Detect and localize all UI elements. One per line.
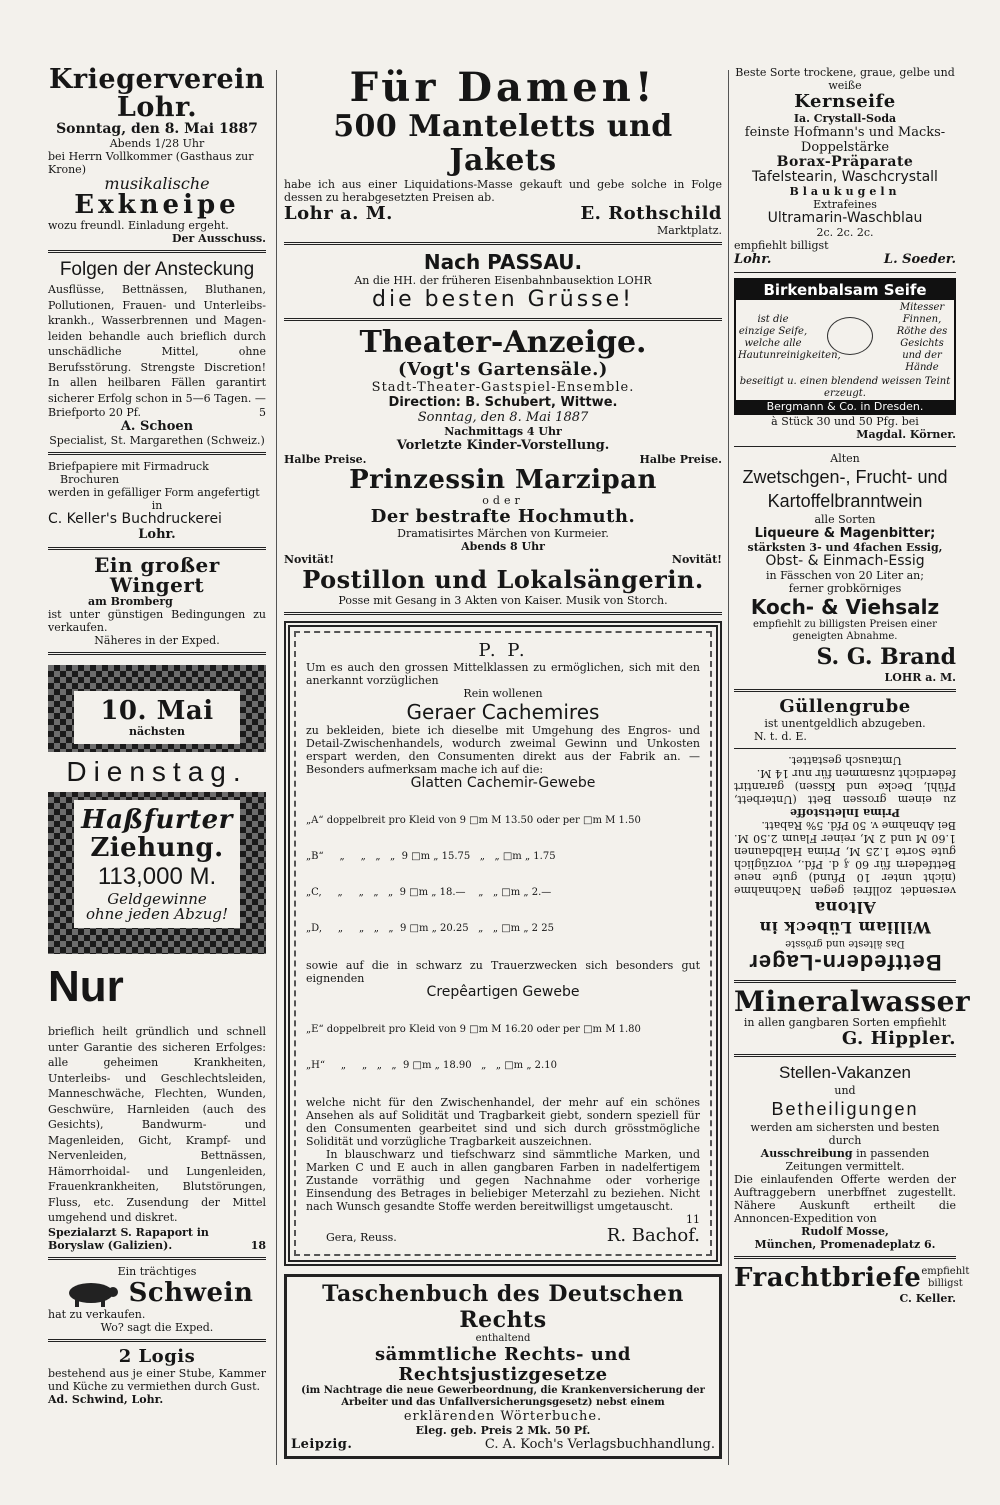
column-divider-left [276, 70, 277, 1465]
lotto-noabzug: ohne jeden Abzug! [85, 905, 229, 923]
divider [284, 242, 722, 245]
keller-line2: Brochuren [60, 473, 120, 486]
price-row: „B“ „ „ „ „ 9 □m „ 15.75 „ „ □m „ 1.75 [306, 851, 556, 862]
brand-obst: Obst- & Einmach-Essig [765, 553, 925, 569]
theater-date: Sonntag, den 8. Mai 1887 [417, 410, 589, 425]
divider [734, 1054, 956, 1057]
fracht-r1: empfiehlt [921, 1266, 970, 1277]
ad-frachtbriefe [734, 1263, 970, 1305]
folgen-porto: Briefporto 20 Pf. [48, 406, 141, 419]
krieger-type1: musikalische [104, 174, 210, 193]
column-divider-right [728, 70, 729, 1465]
seife-etc: 2c. 2c. 2c. [816, 226, 874, 239]
seife-name: L. Soeder. [883, 252, 956, 267]
schwein-text: hat zu verkaufen. [48, 1307, 146, 1321]
right-column [734, 66, 971, 1473]
ad-schwein [48, 1265, 266, 1334]
theater-title: Theater-Anzeige. [359, 325, 647, 360]
stellen-title2: Betheiligungen [771, 1099, 919, 1119]
birken-left: ist die einzige Seife, welche alle Hautunreinigkeiten, [738, 314, 841, 361]
lotto-date: 10. Mai [100, 696, 214, 726]
divider [734, 272, 956, 273]
krieger-invite: wozu freundl. Einladung ergeht. [48, 219, 229, 232]
seife-ultra: Ultramarin-Waschblau [767, 210, 923, 226]
theater-place: (Vogt's Gartensäle.) [398, 359, 608, 380]
pig-icon [61, 1278, 121, 1308]
damen-text: habe ich aus einer Liquidations-Masse gekauft und gebe solche in Folge dessen zu herabgesetzten Preisen ab. [284, 178, 722, 204]
folgen-place: Specialist, St. Margarethen (Schweiz.) [49, 434, 265, 447]
tb-sub3: erklärenden Wörterbuche. [403, 1409, 603, 1424]
nur-big: Nur [48, 962, 124, 1011]
birken-bottom: beseitigt u. einen blendend weissen Teint erzeugt. [736, 376, 954, 400]
seife-soda: Ia. Crystall-Soda [793, 112, 897, 125]
brand-title1: Zwetschgen-, Frucht- und [742, 467, 948, 487]
folgen-num: 5 [259, 406, 266, 419]
mineral-text: in allen gangbaren Sorten empfiehlt [743, 1016, 947, 1029]
betten-name: William Lübeck in Altona [759, 898, 931, 937]
bachof-rowsB [306, 1000, 700, 1096]
logis-title: 2 Logis [118, 1345, 196, 1367]
betten-text: versendet zollfrei gegen Nachnahme (nicht unter 10 Pfund) gute neue Bettfedern für 60 ₰ d. Pfd., vorzüglich gute Sorte 1.25 M, Prima Halbdaunen 1.60 M und 2 M, reiner Flaum 2.50 M. Bei Abnahme v. 50 Pfd. 5% Rabatt. [734, 819, 956, 897]
divider [734, 748, 956, 749]
bachof-name: R. Bachof. [606, 1225, 700, 1246]
krieger-sign: Der Ausschuss. [172, 232, 266, 245]
ad-birkenbalsam [734, 278, 956, 441]
ad-taschenbuch [284, 1274, 722, 1459]
folgen-text: Ausflüsse, Bettnässen, Bluthanen, Pollutionen, Frauen- und Unterleibs-krankh., Wasserbrennen und Magen-leiden behandle auch brieflich durch unschädliche Mittel, ohne Berufsstörung. Strengste Discretion! In allen heilbaren Fällen garantirt sicherer Erfolg schon in 5—6 Tagen. — [48, 283, 266, 405]
krieger-place: bei Herrn Vollkommer (Gasthaus zur Krone) [48, 150, 254, 176]
stellen-und: und [834, 1084, 856, 1097]
nur-text: brieflich heilt gründlich und schnell unter Garantie des sicheren Erfolges: alle geheimen Krankheiten, Unterleibs- und Geschlechtsleiden, Manneschwäche, Flechten, Wunden, Geschwüre, Harnleiden (auch des Gesichts), Bandwurm- und Magenleiden, Gicht, Krampf- und Nervenleiden, Bettnässen, Hämorrhoidal- und Lungenleiden, Frauenkrankheiten, Blutstörungen, Fluss, etc. Zusendung der Mittel umgehend und diskret. [48, 1025, 266, 1224]
lotto-next: nächsten [128, 725, 186, 738]
lotto-amount: 113,000 M. [97, 863, 217, 890]
theater-play2sub: Posse mit Gesang in 3 Akten von Kaiser. Musik von Storch. [338, 594, 668, 607]
keller-place: Lohr. [138, 527, 176, 542]
seal-icon [827, 317, 873, 355]
seife-extra: Extrafeines [813, 198, 877, 211]
bachof-place: Gera, Reuss. [326, 1231, 397, 1244]
ad-stellen [734, 1062, 956, 1251]
seife-recommend: empfiehlt billigst [734, 239, 829, 252]
divider [734, 1256, 956, 1259]
schwein-title: Schwein [128, 1277, 254, 1308]
keller-line4: in [151, 499, 163, 512]
seife-staerke: feinste Hofmann's und Macks- [744, 125, 946, 140]
tb-text: (im Nachtrage die neue Gewerbeordnung, die Krankenversicherung der Arbeiter und das Unfallversicherungsgesetz) nebst einem [301, 1385, 705, 1408]
brand-lik: Liqueure & Magenbitter; [754, 526, 936, 541]
price-row: „A“ doppelbreit pro Kleid von 9 □m M 13.50 oder per □m M 1.50 [306, 815, 641, 826]
theater-play2: Postillon und Lokalsängerin. [302, 565, 704, 594]
damen-name: E. Rothschild [580, 203, 722, 224]
ad-theater [284, 326, 722, 607]
seife-talg: Tafelstearin, Waschcrystall [752, 169, 938, 185]
birken-seller: Magdal. Körner. [856, 428, 956, 441]
divider [48, 250, 266, 253]
ad-logis [48, 1347, 266, 1406]
wingert-sub: am Bromberg [88, 595, 173, 608]
lotto-name1: Haßfurter [81, 805, 233, 835]
lotto-name2: Ziehung. [90, 833, 224, 863]
brand-name: S. G. Brand [816, 644, 956, 670]
bachof-pp: P. P. [478, 640, 528, 661]
krieger-type2: Exkneipe [74, 190, 240, 220]
bachof-sub1: Glatten Cachemir-Gewebe [410, 775, 596, 791]
damen-title: Für Damen! [349, 64, 657, 111]
divider [48, 547, 266, 550]
guelle-title: Güllengrube [779, 696, 911, 717]
bachof-text1: zu bekleiden, biete ich dieselbe mit Umgehung des Engros- und Detail-Zwischenhandels, wodurch zweimal Gewinn und Unkosten erspart werden, den Consumenten direkt aus der Fabrik an. — Besonders aufmerksam mache ich auf die: [306, 724, 700, 776]
theater-time: Nachmittags 4 Uhr [444, 425, 562, 438]
ad-passau [284, 250, 722, 313]
keller-line1: Briefpapiere mit Firmadruck [48, 460, 209, 473]
folgen-name: A. Schoen [120, 419, 194, 434]
seife-blau: Blaukugeln [789, 185, 901, 198]
fracht-title: Frachtbriefe [734, 1263, 922, 1293]
birken-maker: Bergmann & Co. in Dresden. [766, 400, 924, 413]
ad-kriegerverein [48, 66, 266, 245]
ad-nur [48, 964, 266, 1252]
seife-line1: Beste Sorte trockene, graue, gelbe und [735, 66, 955, 79]
damen-sub: 500 Manteletts und Jakets [333, 109, 673, 178]
betten-top: Das älteste und grösste [785, 938, 905, 949]
divider [48, 452, 266, 455]
stellen-auss: Ausschreibung [760, 1147, 853, 1160]
bachof-intro: Um es auch den grossen Mittelklassen zu ermöglichen, sich mit den anerkannt vorzüglichen [306, 661, 700, 687]
fracht-r2: billigst [927, 1278, 963, 1289]
seife-place: Lohr. [734, 252, 772, 267]
ad-mineralwasser [734, 985, 971, 1049]
brand-ferner: ferner grobkörniges [788, 582, 902, 595]
theater-ensemble: Stadt-Theater-Gastspiel-Ensemble. [371, 380, 635, 395]
ad-folgen [48, 258, 266, 447]
theater-half-right: Halbe Preise. [639, 453, 722, 466]
tb-place: Leipzig. [291, 1437, 353, 1452]
nur-num: 18 [250, 1238, 266, 1252]
divider [734, 446, 956, 447]
lotto-day: Dienstag. [48, 752, 266, 792]
ad-bettfedern-upside-down [734, 754, 956, 975]
krieger-title: Kriegerverein Lohr. [48, 64, 266, 123]
guelle-text: ist unentgeldlich abzugeben. [764, 717, 926, 730]
tb-sub2: sämmtliche Rechts- und Rechtsjustizgesetze [374, 1344, 632, 1385]
stellen-text1: werden am sichersten und besten durch [750, 1121, 940, 1147]
stellen-place: München, Promenadeplatz 6. [754, 1238, 936, 1251]
bachof-text2: sowie auf die in schwarz zu Trauerzwecken sich besonders gut eignenden [306, 959, 700, 985]
theater-direction: Direction: B. Schubert, Wittwe. [388, 395, 618, 410]
keller-name: C. Keller's Buchdruckerei [48, 511, 222, 527]
bachof-num: 11 [686, 1213, 700, 1226]
tb-sub1: enthaltend [475, 1333, 531, 1344]
passau-title: Nach PASSAU. [423, 250, 583, 274]
seife-staerke2: Doppelstärke [800, 140, 890, 155]
guelle-initials: N. t. d. E. [754, 730, 807, 743]
bachof-title: Geraer Cachemires [406, 700, 600, 724]
stellen-title: Stellen-Vakanzen [779, 1063, 911, 1082]
divider [48, 1339, 266, 1342]
nur-name: Spezialarzt S. Rapaport in [48, 1225, 209, 1239]
divider [48, 1257, 266, 1260]
theater-evening: Abends 8 Uhr [461, 540, 545, 553]
brand-essig: stärksten 3- und 4fachen Essig, [747, 541, 943, 554]
nur-place: Boryslaw (Galizien). [48, 1238, 173, 1252]
tb-title: Taschenbuch des Deutschen Rechts [322, 1281, 684, 1333]
seife-borax: Borax-Präparate [776, 154, 914, 170]
brand-title2: Kartoffelbranntwein [767, 491, 923, 511]
birken-right: Mitesser Finnen, Röthe des Gesichts und der Hände [896, 302, 948, 373]
theater-show: Vorletzte Kinder-Vorstellung. [396, 438, 610, 453]
divider [734, 980, 956, 983]
price-row: „E“ doppelbreit pro Kleid von 9 □m M 16.20 oder per □m M 1.80 [306, 1024, 641, 1035]
ad-wingert [48, 555, 266, 647]
schwein-top: Ein trächtiges [117, 1264, 197, 1278]
bachof-rowsA [306, 791, 700, 959]
wingert-text: ist unter günstigen Bedingungen zu verkaufen. [48, 608, 266, 634]
ad-damen [284, 66, 722, 237]
seife-title: Kernseife [794, 91, 896, 112]
left-column [48, 66, 266, 1473]
theater-genre: Dramatisirtes Märchen von Kurmeier. [397, 527, 609, 540]
stellen-text2: in passenden Zeitungen vermittelt. [785, 1147, 930, 1173]
theater-play1: Prinzessin Marzipan [349, 465, 657, 495]
tb-publisher: C. A. Koch's Verlagsbuchhandlung. [484, 1437, 715, 1452]
tb-price: Eleg. geb. Preis 2 Mk. 50 Pf. [415, 1424, 591, 1437]
folgen-title: Folgen der Ansteckung [59, 259, 255, 280]
wingert-title: Ein großer Wingert [94, 553, 220, 597]
middle-column [284, 66, 722, 1473]
price-row: „D, „ „ „ „ 9 □m „ 20.25 „ „ □m „ 2 25 [306, 923, 554, 934]
bachof-rein: Rein wollenen [463, 687, 543, 700]
brand-salz: Koch- & Viehsalz [750, 595, 940, 619]
ad-guellegrube [734, 697, 956, 743]
mineral-name: G. Hippler. [841, 1028, 956, 1049]
brand-faesser: in Fässchen von 20 Liter an; [766, 569, 924, 582]
theater-nov-right: Novität! [671, 553, 722, 566]
passau-greet: die besten Grüsse! [372, 287, 634, 312]
seife-line2: weiße [828, 79, 862, 92]
birken-price: à Stück 30 und 50 Pfg. bei [771, 415, 919, 428]
brand-recommend: empfiehlt zu billigsten Preisen einer geneigten Abnahme. [753, 619, 937, 642]
mineral-title: Mineralwasser [734, 985, 971, 1018]
bachof-text3: welche nicht für den Zwischenhandel, der mehr auf ein schönes Ansehen als auf Solidität und Tragbarkeit giebt, sondern speziell für den Consumenten gearbeitet sind und sich durch grösstmögliche Solidität und vorzügliche Tragbarkeit auszeichnen. [306, 1096, 700, 1148]
brand-place: LOHR a. M. [884, 671, 956, 684]
bachof-sub2: Crepêartigen Gewebe [426, 984, 580, 1000]
fracht-name: C. Keller. [899, 1292, 956, 1305]
keller-line3: werden in gefälliger Form angefertigt [48, 486, 260, 499]
price-row: „H“ „ „ „ „ 9 □m „ 18.90 „ „ □m „ 2.10 [306, 1060, 557, 1071]
logis-text: bestehend aus je einer Stube, Kammer und Küche zu vermiethen durch Gust. [48, 1366, 266, 1393]
theater-play1b: Der bestrafte Hochmuth. [370, 506, 636, 527]
stellen-text3: Die einlaufenden Offerte werden der Auftraggebern unerbffnet zugestellt. Nähere Auskunft ertheilt die Annoncen-Expedition von [734, 1173, 956, 1225]
passau-text: An die HH. der früheren Eisenbahnbausektion LOHR [354, 274, 652, 287]
birken-title: Birkenbalsam Seife [763, 281, 927, 299]
brand-sorts: alle Sorten [814, 513, 876, 526]
price-row: „C, „ „ „ „ 9 □m „ 18.— „ „ □m „ 2.— [306, 887, 552, 898]
betten-prima: Prima Inlettstoffe [790, 806, 900, 819]
theater-half-left: Halbe Preise. [284, 453, 367, 466]
betten-untausch: Umtausch gestattet. [788, 754, 902, 767]
ad-bachof [284, 621, 722, 1266]
bachof-text4: In blauschwarz und tiefschwarz sind sämmtliche Marken, und Marken C und E auch in allen gangbaren Farben in nadelfertigem Zustande vorräthig und gegen Nachnahme oder vorherige Einsendung des Betrages in beliebiger Meterzahl zu beziehen. Nicht nach Wunsch gesandte Stoffe werden bereitwilligst umgetauscht. [306, 1148, 700, 1213]
logis-name: Ad. Schwind, Lohr. [48, 1392, 164, 1406]
lotto-prize: Geldgewinne [107, 890, 207, 908]
divider [284, 318, 722, 321]
damen-addr: Marktplatz. [657, 224, 722, 237]
betten-text2: zu einem grossen Bett (Unterbett, Pfühl, Decke und Kissen) garantirt federdicht zusammen für nur 14 M. [734, 767, 956, 806]
krieger-time: Abends 1/28 Uhr [109, 137, 205, 150]
damen-place: Lohr a. M. [284, 203, 393, 224]
divider [734, 689, 956, 692]
schwein-more: Wo? sagt die Exped. [100, 1320, 214, 1334]
betten-title: Bettfedern-Lager [748, 950, 942, 975]
ad-seife [734, 66, 956, 267]
divider [284, 612, 722, 615]
theater-oder: oder [482, 494, 524, 507]
divider [48, 652, 266, 655]
ad-lotto [48, 665, 266, 954]
stellen-mosse: Rudolf Mosse, [801, 1225, 889, 1238]
wingert-more: Näheres in der Exped. [94, 634, 220, 647]
ad-brand [734, 452, 956, 684]
brand-alten: Alten [830, 452, 860, 465]
krieger-date: Sonntag, den 8. Mai 1887 [56, 121, 258, 137]
theater-nov-left: Novität! [284, 553, 335, 566]
ad-keller-druck [48, 460, 266, 542]
